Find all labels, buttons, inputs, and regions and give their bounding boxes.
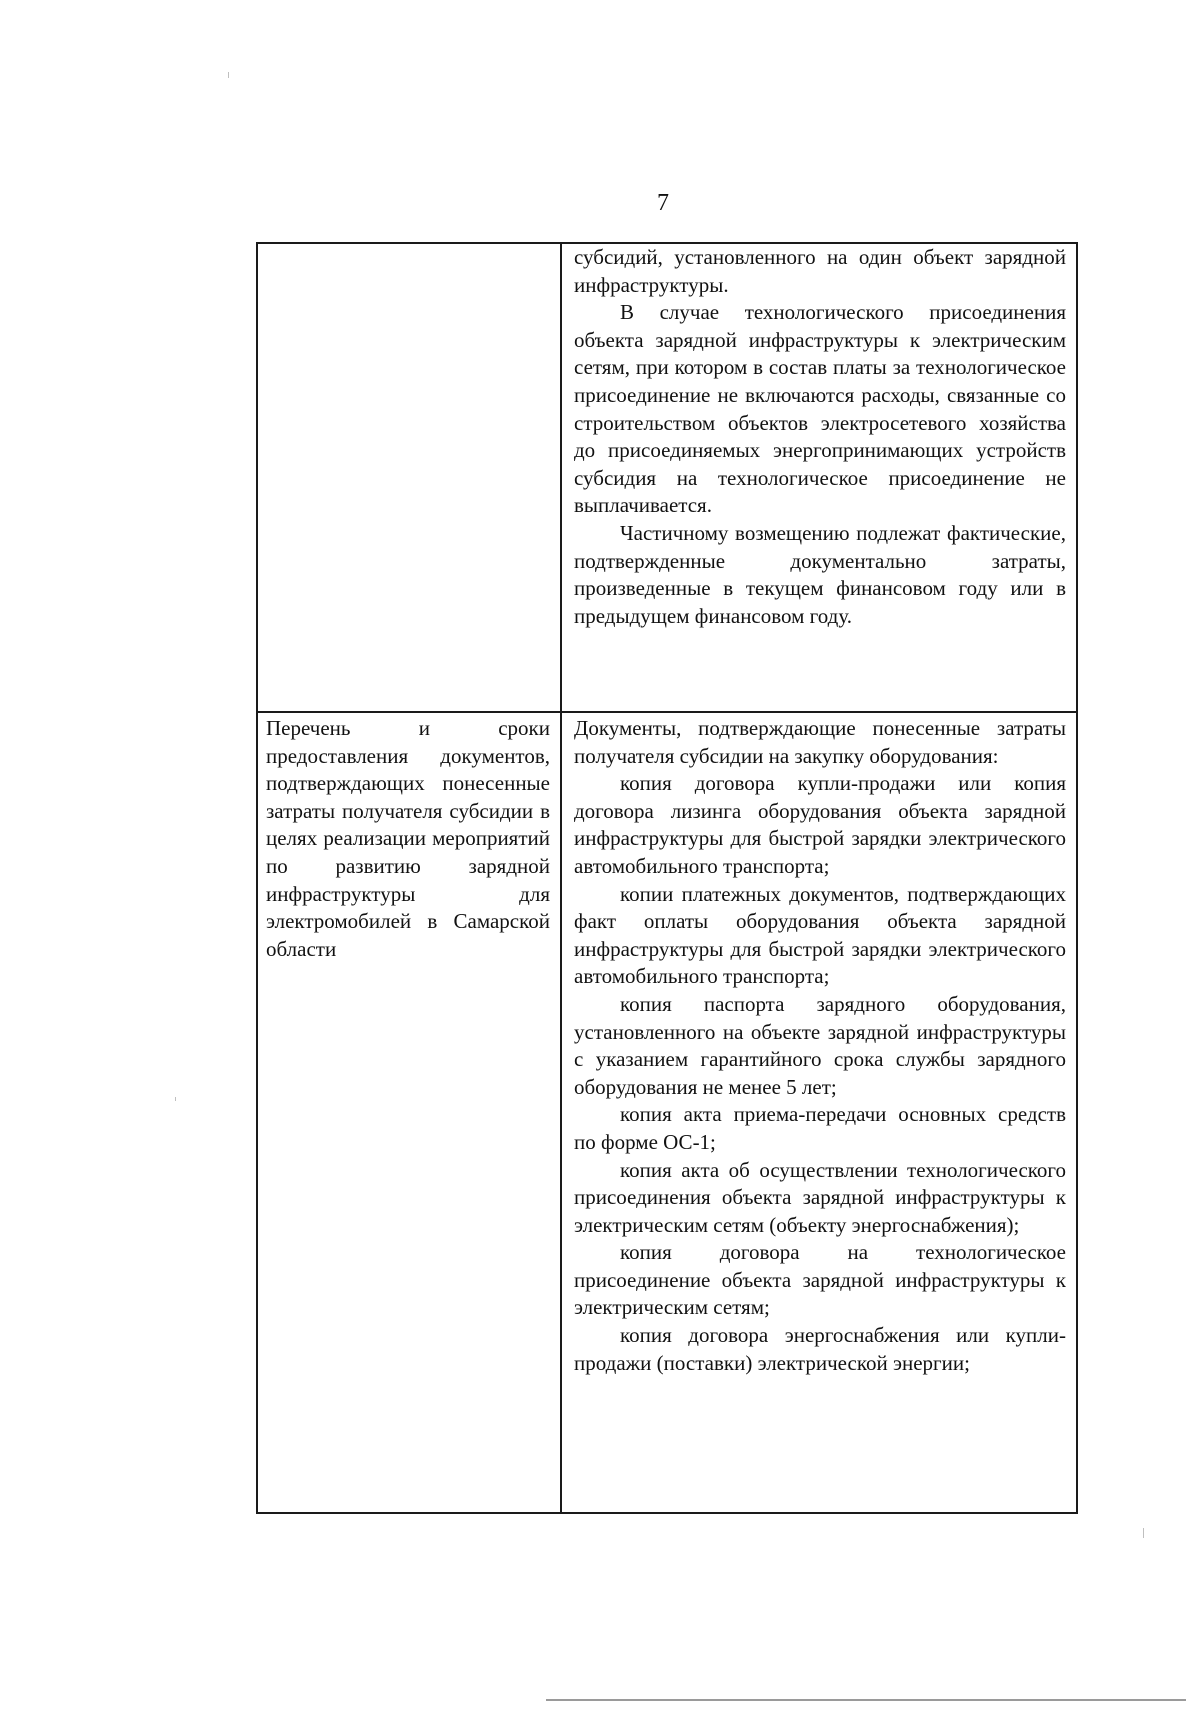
scan-edge-line xyxy=(546,1699,1186,1701)
row2-left-cell xyxy=(258,713,560,1513)
row1-paragraph: Частичному возмещению подлежат фактические, подтвержденные документально затраты, произведенные в текущем финансовом году или в предыдущем финансовом году. xyxy=(574,520,1066,628)
row2-right-cell xyxy=(562,713,1076,1513)
row2-paragraph: копия акта приема-передачи основных средств по форме ОС-1; xyxy=(574,1102,1066,1154)
row1-left-cell xyxy=(258,244,560,711)
scan-speck xyxy=(228,72,229,78)
row1-paragraph: В случае технологического присоединения объекта зарядной инфраструктуры к электрическим сетям, при котором в состав платы за технологическое присоединение не включаются расходы, связанные со строительством объектов электросетевого хозяйства до присоединяемых энергопринимающих устройств субсидия на технологическое присоединение не выплачивается. xyxy=(574,300,1066,518)
scan-speck xyxy=(175,1097,176,1101)
row2-paragraph: Документы, подтверждающие понесенные затраты получателя субсидии на закупку оборудования: xyxy=(574,716,1066,768)
row2-heading-text: Перечень и сроки предоставления документов, подтверждающих понесенные затраты получателя субсидии в целях реализации мероприятий по развитию зарядной инфраструктуры для электромобилей в Самарской области xyxy=(266,716,550,961)
row2-paragraph: копия акта об осуществлении технологического присоединения объекта зарядной инфраструктуры к электрическим сетям (объекту энергоснабжения); xyxy=(574,1157,1066,1237)
requirements-table xyxy=(256,242,1078,1514)
row2-paragraph: копия договора купли-продажи или копия договора лизинга оборудования объекта зарядной инфраструктуры для быстрой зарядки электрического автомобильного транспорта; xyxy=(574,771,1066,878)
page-number: 7 xyxy=(657,190,669,216)
row2-paragraph: копия договора на технологическое присоединение объекта зарядной инфраструктуры к электрическим сетям; xyxy=(574,1240,1066,1320)
row1-right-cell xyxy=(562,244,1076,711)
row2-paragraph: копия договора энергоснабжения или купли-продажи (поставки) электрической энергии; xyxy=(574,1323,1066,1375)
row2-paragraph: копия паспорта зарядного оборудования, установленного на объекте зарядной инфраструктуры с указанием гарантийного срока службы зарядного оборудования не менее 5 лет; xyxy=(574,991,1066,1099)
row1-paragraph: субсидий, установленного на один объект зарядной инфраструктуры. xyxy=(574,245,1066,297)
row2-paragraph: копии платежных документов, подтверждающих факт оплаты оборудования объекта зарядной инфраструктуры для быстрой зарядки электрического автомобильного транспорта; xyxy=(574,881,1066,989)
scan-speck xyxy=(1143,1528,1144,1538)
